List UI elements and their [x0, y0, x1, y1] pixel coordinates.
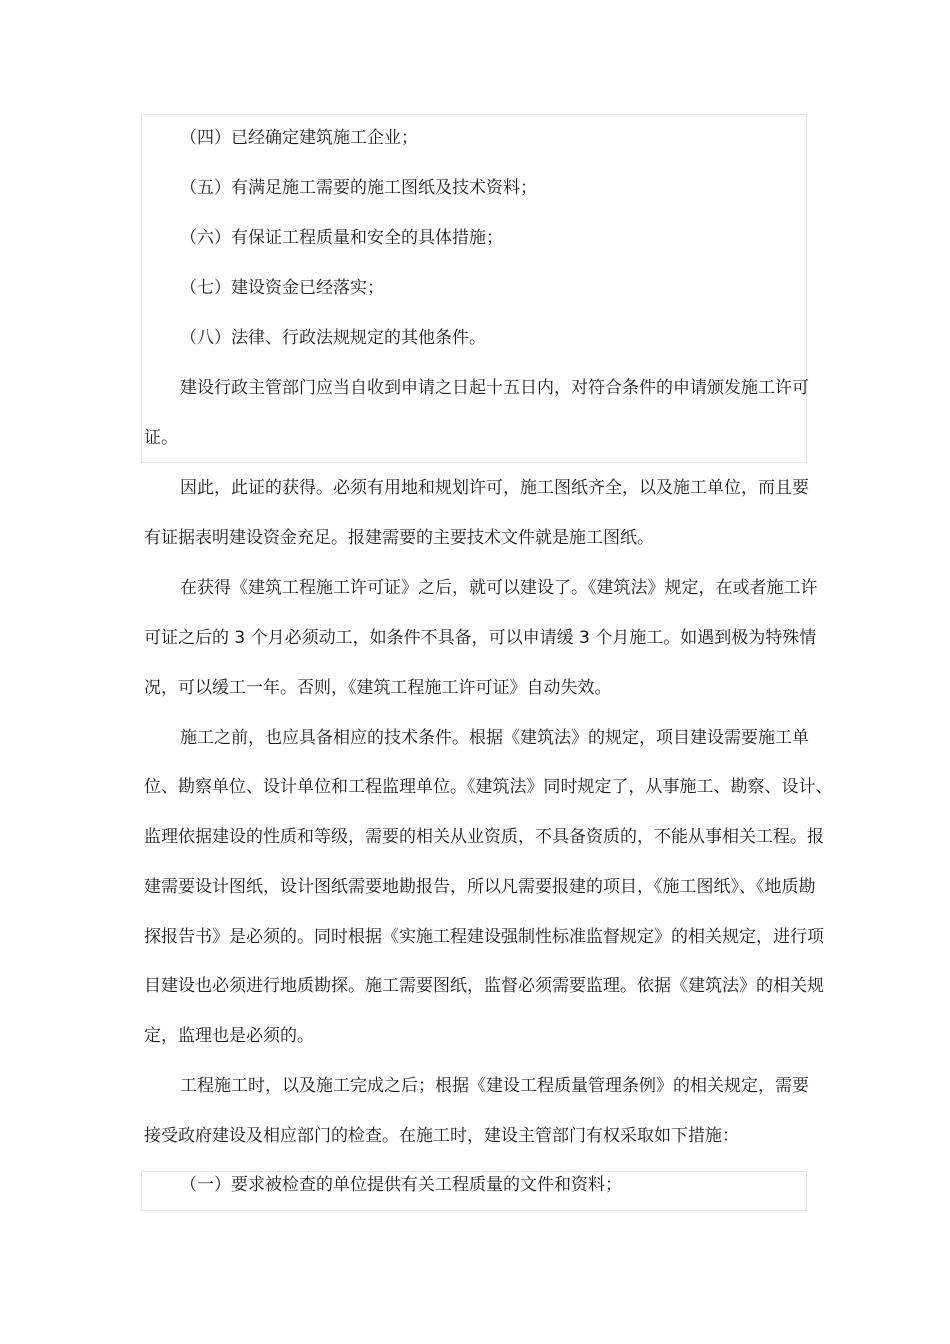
- paragraph-line: 在获得《建筑工程施工许可证》之后，就可以建设了。《建筑法》规定，在或者施工许: [180, 578, 818, 598]
- condition-item-6: （六）有保证工程质量和安全的具体措施；: [180, 228, 503, 248]
- condition-item-8: （八）法律、行政法规规定的其他条件。: [180, 328, 486, 348]
- condition-item-4: （四）已经确定建筑施工企业；: [180, 128, 418, 148]
- paragraph-line: 施工之前，也应具备相应的技术条件。根据《建筑法》的规定，项目建设需要施工单: [180, 728, 809, 748]
- paragraph-line: 有证据表明建设资金充足。报建需要的主要技术文件就是施工图纸。: [144, 528, 654, 548]
- measure-item-1: （一）要求被检查的单位提供有关工程质量的文件和资料；: [180, 1175, 622, 1195]
- paragraph-line: 目建设也必须进行地质勘探。施工需要图纸，监督必须需要监理。依据《建筑法》的相关规: [144, 976, 824, 996]
- paragraph-line: 接受政府建设及相应部门的检查。在施工时，建设主管部门有权采取如下措施：: [144, 1126, 739, 1146]
- paragraph-line: 工程施工时，以及施工完成之后；根据《建设工程质量管理条例》的相关规定，需要: [180, 1076, 809, 1096]
- paragraph-line: 监理依据建设的性质和等级，需要的相关从业资质，不具备资质的，不能从事相关工程。报: [144, 827, 824, 847]
- paragraph-line: 探报告书》是必须的。同时根据《实施工程建设强制性标准监督规定》的相关规定，进行项: [144, 927, 824, 947]
- paragraph-line: 况，可以缓工一年。否则，《建筑工程施工许可证》自动失效。: [144, 678, 612, 698]
- paragraph-line: 定，监理也是必须的。: [144, 1026, 314, 1046]
- permit-paragraph-line: 建设行政主管部门应当自收到申请之日起十五日内，对符合条件的申请颁发施工许可: [180, 378, 809, 398]
- condition-item-7: （七）建设资金已经落实；: [180, 278, 384, 298]
- paragraph-line: 位、勘察单位、设计单位和工程监理单位。《建筑法》同时规定了，从事施工、勘察、设计、: [144, 777, 833, 797]
- paragraph-line: 建需要设计图纸，设计图纸需要地勘报告，所以凡需要报建的项目，《施工图纸》、《地质勘: [144, 877, 816, 897]
- permit-paragraph-line: 证。: [144, 428, 178, 448]
- condition-item-5: （五）有满足施工需要的施工图纸及技术资料；: [180, 178, 537, 198]
- paragraph-line: 因此，此证的获得。必须有用地和规划许可，施工图纸齐全，以及施工单位，而且要: [180, 478, 809, 498]
- paragraph-line: 可证之后的 3 个月必须动工，如条件不具备，可以申请缓 3 个月施工。如遇到极为特殊情: [144, 628, 817, 648]
